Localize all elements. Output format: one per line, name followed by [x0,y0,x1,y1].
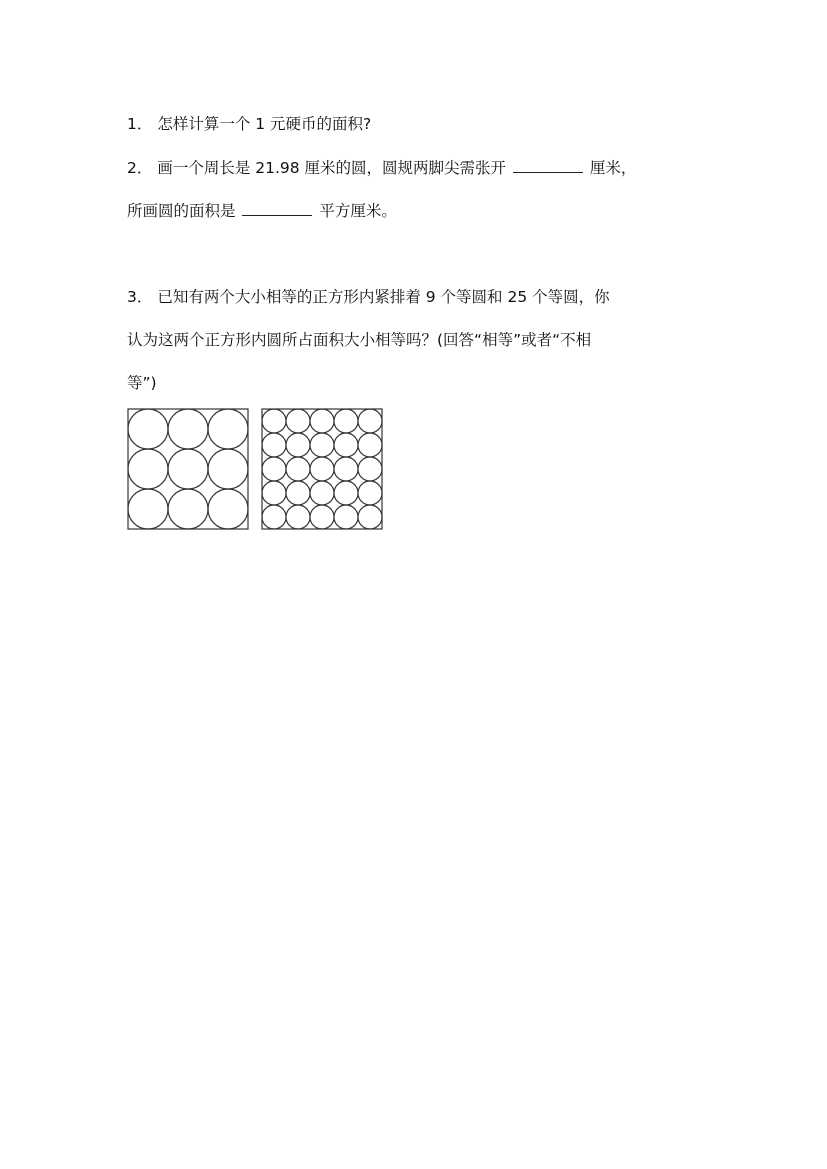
right-circle [358,433,382,457]
left-circle [208,409,248,449]
question-2-text-c: 所画圆的面积是 [127,202,236,220]
right-circle [262,505,286,529]
right-circle [262,457,286,481]
question-1-number: 1． [127,115,153,133]
left-circle [168,489,208,529]
left-square [128,409,248,529]
right-circle [310,481,334,505]
right-circle [262,409,286,433]
right-circle [358,409,382,433]
left-circle [128,489,168,529]
left-circle [208,449,248,489]
right-circle [286,457,310,481]
answer-blank-radius[interactable] [513,157,583,173]
question-1 [127,114,371,134]
question-2-text-b: 厘米， [589,159,637,177]
question-2-line-1 [127,157,636,178]
right-circle [358,505,382,529]
right-circle [286,505,310,529]
question-2-number: 2． [127,159,153,177]
left-circle [168,409,208,449]
right-square [262,409,382,529]
right-circle [334,505,358,529]
right-circle [286,433,310,457]
right-circle [358,481,382,505]
left-circle [208,489,248,529]
question-2-line-2 [127,200,397,221]
right-circle [286,481,310,505]
right-circle [334,433,358,457]
right-circle [262,481,286,505]
square-with-25-circles [262,409,382,529]
right-circle [334,409,358,433]
left-circle [128,409,168,449]
left-circle [168,449,208,489]
right-circle [334,457,358,481]
right-circle [310,457,334,481]
figures-svg [127,408,387,530]
question-3-number: 3． [127,288,153,306]
answer-blank-area[interactable] [242,200,312,216]
right-circle [310,505,334,529]
question-3-text-3: 等”) [127,374,157,392]
right-circle [358,457,382,481]
circle-figures [127,408,387,530]
question-3-line-3 [127,373,157,393]
right-circle [262,433,286,457]
question-3-text-1: 已知有两个大小相等的正方形内紧排着 9 个等圆和 25 个等圆，你 [157,288,610,306]
right-circle [334,481,358,505]
right-circle [310,409,334,433]
question-2-text-a: 画一个周长是 21.98 厘米的圆，圆规两脚尖需张开 [157,159,507,177]
square-with-9-circles [128,409,248,529]
right-circle [286,409,310,433]
right-circle [310,433,334,457]
left-circle [128,449,168,489]
question-3-text-2: 认为这两个正方形内圆所占面积大小相等吗？(回答“相等”或者“不相 [127,331,592,349]
question-3-line-1 [127,287,610,307]
question-3-line-2 [127,330,591,350]
question-2-text-d: 平方厘米。 [319,202,397,220]
question-1-text: 怎样计算一个 1 元硬币的面积? [157,115,372,133]
